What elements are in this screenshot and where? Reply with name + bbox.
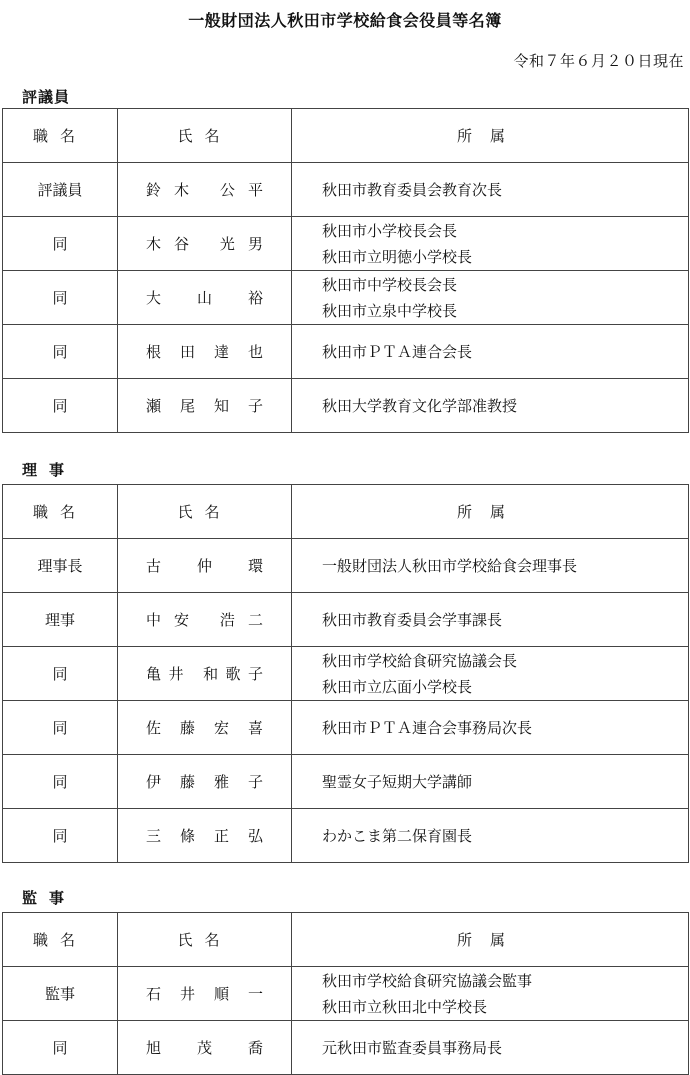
name-char: 子 [247, 773, 263, 791]
name-cell [118, 593, 292, 647]
table-row [3, 809, 689, 863]
name-char: 茂 [196, 1039, 212, 1057]
header-role: 職名 [3, 913, 118, 967]
affiliation-line: 秋田市ＰＴＡ連合会事務局次長 [322, 718, 533, 737]
name-char: 平 [247, 181, 263, 199]
affiliation-cell [292, 967, 689, 1021]
role-cell: 同 [3, 1021, 118, 1075]
name-cell [118, 755, 292, 809]
directors-table [2, 484, 689, 863]
name-char: 仲 [196, 557, 212, 575]
table-row [3, 1021, 689, 1075]
name-char: 大 [146, 289, 162, 307]
name-char: 正 [213, 827, 229, 845]
role-cell: 同 [3, 379, 118, 433]
table-row [3, 163, 689, 217]
name-char: 鈴 [146, 181, 162, 199]
name-char: 喜 [247, 719, 263, 737]
affiliation-cell [292, 809, 689, 863]
affiliation-line: 秋田市ＰＴＡ連合会長 [322, 342, 473, 361]
name-char: 尾 [179, 397, 195, 415]
affiliation-line: 秋田市学校給食研究協議会長 [322, 651, 518, 670]
name-cell [118, 1021, 292, 1075]
name-char [202, 179, 207, 200]
name-char: 藤 [179, 773, 195, 791]
role-cell: 理事長 [3, 539, 118, 593]
affiliation-line: 秋田大学教育文化学部准教授 [322, 396, 518, 415]
name-char [191, 663, 196, 684]
affiliation-line: 秋田市小学校長会長 [322, 221, 458, 240]
affiliation-cell [292, 271, 689, 325]
affiliation-cell [292, 647, 689, 701]
header-role: 職名 [3, 485, 118, 539]
name-char: 公 [219, 181, 235, 199]
table-row [3, 217, 689, 271]
auditors-table [2, 912, 689, 1075]
affiliation-line: 秋田市学校給食研究協議会監事 [322, 971, 533, 990]
table-row [3, 593, 689, 647]
affiliation-line: 秋田市立秋田北中学校長 [322, 997, 488, 1016]
name-char: 子 [247, 665, 263, 683]
name-char: 宏 [213, 719, 229, 737]
name-char [228, 287, 233, 308]
name-char [202, 609, 207, 630]
affiliation-line: 秋田市立泉中学校長 [322, 301, 458, 320]
name-cell [118, 379, 292, 433]
header-name: 氏名 [118, 109, 292, 163]
name-char: 子 [247, 397, 263, 415]
affiliation-cell [292, 163, 689, 217]
role-cell: 同 [3, 755, 118, 809]
affiliation-line: 秋田市中学校長会長 [322, 275, 458, 294]
name-char: 男 [247, 235, 263, 253]
affiliation-cell [292, 755, 689, 809]
name-cell [118, 967, 292, 1021]
name-char: 裕 [247, 289, 263, 307]
role-cell: 同 [3, 701, 118, 755]
name-char [228, 555, 233, 576]
role-cell: 理事 [3, 593, 118, 647]
name-char: 順 [213, 985, 229, 1003]
role-cell: 同 [3, 647, 118, 701]
table-header-row [3, 109, 689, 163]
affiliation-line: 秋田市教育委員会学事課長 [322, 610, 503, 629]
table-row [3, 647, 689, 701]
name-char: 石 [146, 985, 162, 1003]
section-label-directors: 理事 [22, 461, 77, 479]
header-role: 職名 [3, 109, 118, 163]
name-cell [118, 539, 292, 593]
affiliation-line: 秋田市立明徳小学校長 [322, 247, 473, 266]
name-char: 環 [247, 557, 263, 575]
name-char: 旭 [146, 1039, 162, 1057]
affiliation-line: 秋田市立広面小学校長 [322, 677, 473, 696]
table-row [3, 701, 689, 755]
as-of-date: 令和７年６月２０日現在 [513, 52, 684, 70]
name-char [177, 287, 182, 308]
name-char [228, 1037, 233, 1058]
name-char: 亀 [146, 665, 162, 683]
table-header-row [3, 485, 689, 539]
affiliation-cell [292, 539, 689, 593]
affiliation-cell [292, 379, 689, 433]
name-char: 木 [146, 235, 162, 253]
header-affiliation: 所属 [292, 913, 689, 967]
table-header-row [3, 913, 689, 967]
role-cell: 監事 [3, 967, 118, 1021]
name-char: 也 [247, 343, 263, 361]
name-char: 伊 [146, 773, 162, 791]
affiliation-cell [292, 217, 689, 271]
name-char: 喬 [247, 1039, 263, 1057]
name-char: 井 [179, 985, 195, 1003]
name-char: 二 [247, 611, 263, 629]
affiliation-cell [292, 1021, 689, 1075]
name-char: 木 [174, 181, 190, 199]
affiliation-cell [292, 701, 689, 755]
name-char: 雅 [213, 773, 229, 791]
name-char: 根 [146, 343, 162, 361]
name-char: 光 [219, 235, 235, 253]
affiliation-line: 一般財団法人秋田市学校給食会理事長 [322, 556, 578, 575]
name-char: 山 [196, 289, 212, 307]
name-char: 安 [174, 611, 190, 629]
name-char: 浩 [219, 611, 235, 629]
name-cell [118, 271, 292, 325]
table-row [3, 379, 689, 433]
name-cell [118, 647, 292, 701]
name-char: 歌 [225, 665, 241, 683]
name-char: 佐 [146, 719, 162, 737]
name-char [177, 555, 182, 576]
name-char [177, 1037, 182, 1058]
name-char: 谷 [174, 235, 190, 253]
affiliation-line: わかこま第二保育園長 [322, 826, 473, 845]
role-cell: 同 [3, 325, 118, 379]
name-char: 井 [168, 665, 184, 683]
name-char: 知 [213, 397, 229, 415]
section-label-councillors: 評議員 [22, 88, 71, 106]
name-char: 和 [203, 665, 219, 683]
name-char [202, 233, 207, 254]
name-char: 中 [146, 611, 162, 629]
councillors-table [2, 108, 689, 433]
affiliation-cell [292, 325, 689, 379]
name-cell [118, 325, 292, 379]
header-name: 氏名 [118, 913, 292, 967]
role-cell: 評議員 [3, 163, 118, 217]
name-char: 達 [213, 343, 229, 361]
name-cell [118, 809, 292, 863]
affiliation-line: 元秋田市監査委員事務局長 [322, 1038, 503, 1057]
affiliation-line: 聖霊女子短期大学講師 [322, 772, 473, 791]
table-row [3, 271, 689, 325]
name-char: 古 [146, 557, 162, 575]
page-title: 一般財団法人秋田市学校給食会役員等名簿 [188, 11, 502, 30]
name-cell [118, 163, 292, 217]
name-char: 一 [247, 985, 263, 1003]
name-char: 瀬 [146, 397, 162, 415]
name-char: 三 [146, 827, 162, 845]
affiliation-line: 秋田市教育委員会教育次長 [322, 180, 503, 199]
name-cell [118, 701, 292, 755]
header-affiliation: 所属 [292, 109, 689, 163]
name-char: 條 [179, 827, 195, 845]
header-affiliation: 所属 [292, 485, 689, 539]
name-char: 藤 [179, 719, 195, 737]
name-cell [118, 217, 292, 271]
role-cell: 同 [3, 217, 118, 271]
role-cell: 同 [3, 809, 118, 863]
table-row [3, 325, 689, 379]
table-row [3, 967, 689, 1021]
table-row [3, 539, 689, 593]
header-name: 氏名 [118, 485, 292, 539]
table-row [3, 755, 689, 809]
section-label-auditors: 監事 [22, 889, 77, 907]
affiliation-cell [292, 593, 689, 647]
name-char: 田 [179, 343, 195, 361]
role-cell: 同 [3, 271, 118, 325]
name-char: 弘 [247, 827, 263, 845]
